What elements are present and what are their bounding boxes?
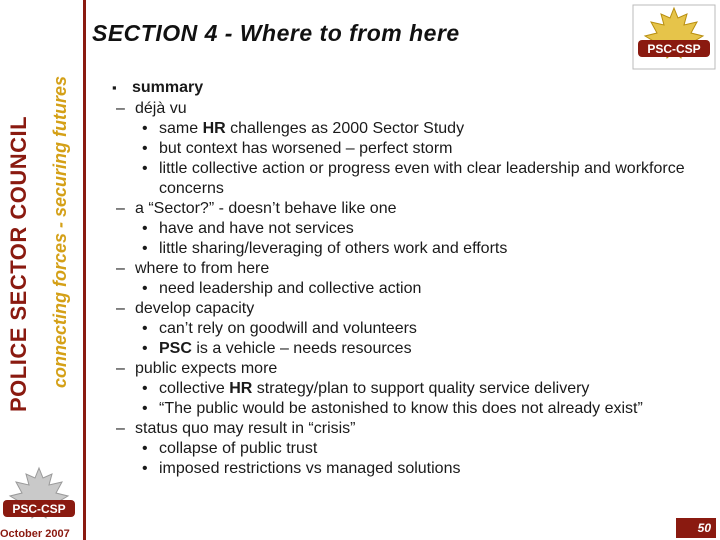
list-item-text: “The public would be astonished to know this does not already exist” [159, 400, 643, 417]
list-item [100, 419, 710, 439]
list-item-text: status quo may result in “crisis” [135, 420, 356, 437]
list-item-text: little collective action or progress even with clear leadership and workforce concerns [159, 160, 685, 197]
list-item [100, 139, 710, 159]
list-item [100, 319, 710, 339]
list-item [100, 299, 710, 319]
list-item-text: public expects more [135, 360, 278, 377]
page-title: SECTION 4 - Where to from here [92, 20, 460, 46]
list-item [100, 359, 710, 379]
list-item [100, 199, 710, 219]
list-item [100, 339, 710, 359]
list-item-text: develop capacity [135, 300, 255, 317]
psc-csp-header-logo-icon [632, 4, 716, 70]
list-item [100, 459, 710, 479]
list-item-text: need leadership and collective action [159, 280, 422, 297]
dash-bullet-icon: – [116, 100, 125, 117]
list-item [100, 99, 710, 119]
square-bullet-icon: ▪ [112, 80, 117, 95]
dot-bullet-icon: • [142, 160, 148, 177]
list-item-bold: HR [229, 380, 253, 397]
list-item [100, 259, 710, 279]
dot-bullet-icon: • [142, 280, 148, 297]
list-item-text: a “Sector?” - doesn’t behave like one [135, 200, 397, 217]
list-item [100, 379, 710, 399]
dot-bullet-icon: • [142, 140, 148, 157]
dot-bullet-icon: • [142, 240, 148, 257]
dash-bullet-icon: – [116, 300, 125, 317]
dash-bullet-icon: – [116, 260, 125, 277]
list-item-text: déjà vu [135, 100, 187, 117]
summary-heading: summary [132, 79, 204, 96]
sidebar [0, 0, 80, 540]
bottom-logo-text: PSC-CSP [12, 502, 66, 516]
list-item-text: same [159, 120, 203, 137]
bullet-summary [100, 78, 710, 98]
list-item-text: imposed restrictions vs managed solutions [159, 460, 461, 477]
list-item-text: strategy/plan to support quality service delivery [252, 380, 590, 397]
list-item-text: challenges as 2000 Sector Study [225, 120, 465, 137]
list-item-text: collective [159, 380, 230, 397]
list-item [100, 119, 710, 139]
dash-bullet-icon: – [116, 360, 125, 377]
list-item-text: but context has worsened – perfect storm [159, 140, 453, 157]
dash-bullet-icon: – [116, 420, 125, 437]
date-label: October 2007 [0, 528, 70, 540]
dot-bullet-icon: • [142, 400, 148, 417]
list-item [100, 279, 710, 299]
dot-bullet-icon: • [142, 460, 148, 477]
list-item [100, 159, 710, 199]
list-item-text: where to from here [135, 260, 270, 277]
dash-bullet-icon: – [116, 200, 125, 217]
dot-bullet-icon: • [142, 220, 148, 237]
summary-content [100, 78, 710, 479]
list-item-text: little sharing/leveraging of others work and efforts [159, 240, 508, 257]
dot-bullet-icon: • [142, 340, 148, 357]
tagline: connecting forces - securing futures [50, 75, 70, 388]
org-name: POLICE SECTOR COUNCIL [6, 115, 31, 412]
top-logo-text: PSC-CSP [647, 42, 701, 56]
psc-csp-logo-icon [2, 466, 76, 528]
dot-bullet-icon: • [142, 320, 148, 337]
dot-bullet-icon: • [142, 440, 148, 457]
dot-bullet-icon: • [142, 380, 148, 397]
list-item-text: have and have not services [159, 220, 354, 237]
sidebar-divider [83, 0, 86, 540]
list-item-text: can’t rely on goodwill and volunteers [159, 320, 417, 337]
list-item [100, 399, 710, 419]
list-item-text: is a vehicle – needs resources [191, 340, 412, 357]
dot-bullet-icon: • [142, 120, 148, 137]
list-item [100, 439, 710, 459]
list-item-bold: PSC [159, 340, 192, 357]
list-item-text: collapse of public trust [159, 440, 318, 457]
list-item [100, 219, 710, 239]
page-number: 50 [676, 518, 716, 538]
list-item-bold: HR [202, 120, 226, 137]
list-item [100, 239, 710, 259]
